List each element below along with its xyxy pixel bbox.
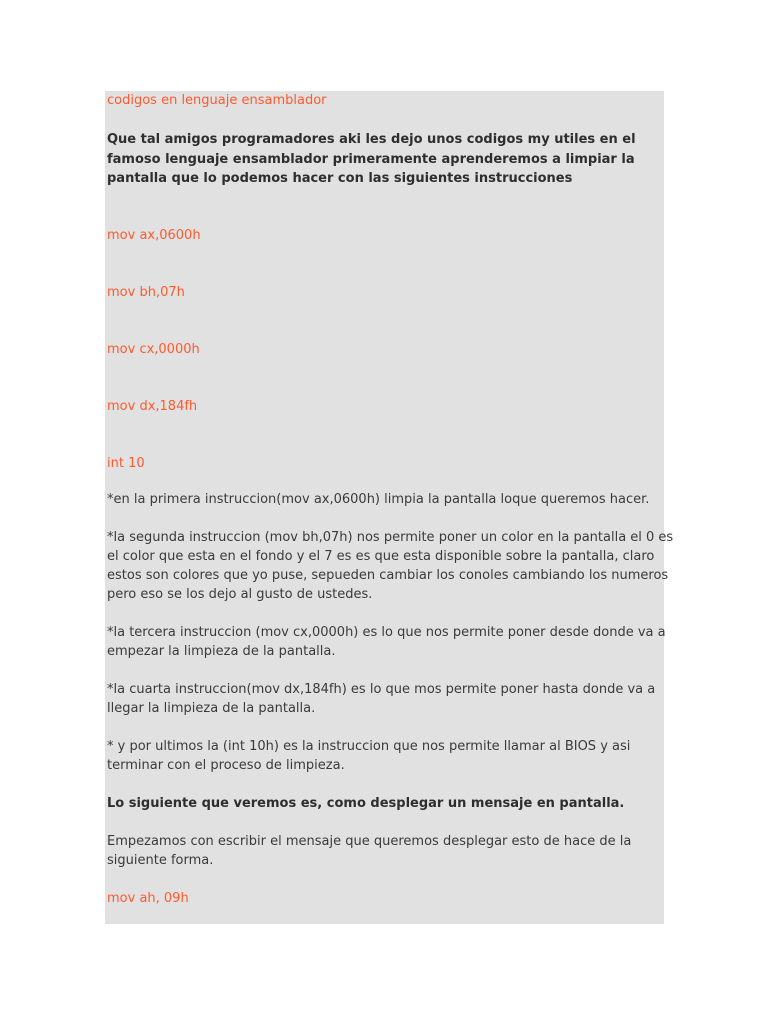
section-subheading: Lo siguiente que veremos es, como desplegar un mensaje en pantalla.	[107, 796, 625, 811]
explanation-line: estos son colores que yo puse, sepueden cambiar los conoles cambiando los numeros	[107, 568, 669, 583]
document-title: codigos en lenguaje ensamblador	[107, 93, 327, 108]
explanation-line: *la cuarta instruccion(mov dx,184fh) es lo que mos permite poner hasta donde va a	[107, 682, 656, 697]
intro-line: famoso lenguaje ensamblador primeramente aprenderemos a limpiar la	[107, 152, 635, 167]
explanation-line: *la segunda instruccion (mov bh,07h) nos permite poner un color en la pantalla el 0 es	[107, 530, 674, 545]
explanation-line: *la tercera instruccion (mov cx,0000h) es lo que nos permite poner desde donde va a	[107, 625, 666, 640]
intro-line: pantalla que lo podemos hacer con las siguientes instrucciones	[107, 171, 573, 186]
explanation-line: empezar la limpieza de la pantalla.	[107, 644, 336, 659]
code-line: mov ax,0600h	[107, 228, 201, 243]
message-intro-line: Empezamos con escribir el mensaje que queremos desplegar esto de hace de la	[107, 834, 632, 849]
intro-line: Que tal amigos programadores aki les dejo unos codigos my utiles en el	[107, 132, 636, 147]
explanation-line: llegar la limpieza de la pantalla.	[107, 701, 316, 716]
code-line: mov cx,0000h	[107, 342, 200, 357]
code-line: mov dx,184fh	[107, 399, 198, 414]
code-line: mov bh,07h	[107, 285, 185, 300]
explanation-line: el color que esta en el fondo y el 7 es es que esta disponible sobre la pantalla, claro	[107, 549, 655, 564]
explanation-line: *en la primera instruccion(mov ax,0600h) limpia la pantalla loque queremos hacer.	[107, 492, 650, 507]
code-line: int 10	[107, 456, 145, 471]
explanation-line: * y por ultimos la (int 10h) es la instruccion que nos permite llamar al BIOS y asi	[107, 739, 631, 754]
explanation-line: terminar con el proceso de limpieza.	[107, 758, 345, 773]
message-intro-line: siguiente forma.	[107, 853, 214, 868]
code-line: mov ah, 09h	[107, 891, 189, 906]
explanation-line: pero eso se los dejo al gusto de ustedes.	[107, 587, 373, 602]
